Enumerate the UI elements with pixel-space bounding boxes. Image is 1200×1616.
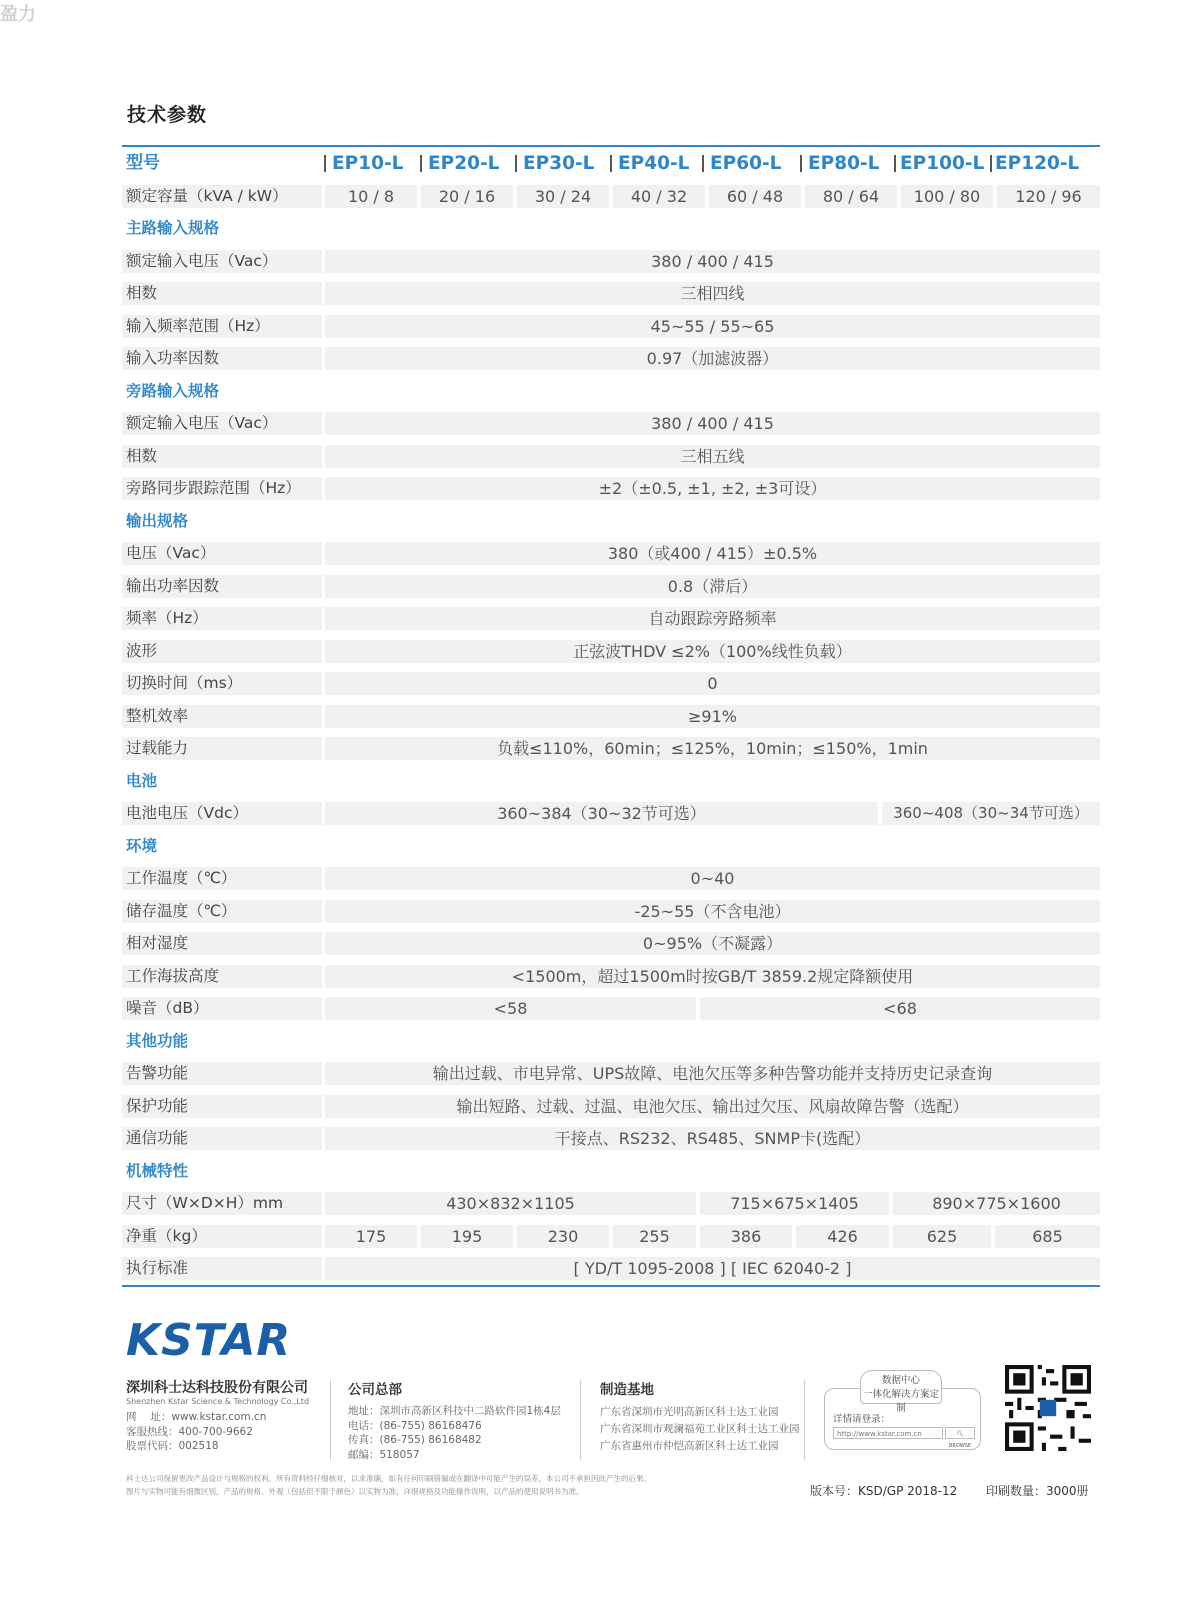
company-name: 深圳科士达科技股份有限公司 [126,1380,308,1396]
hq-address: 地址：深圳市高新区科技中二路软件园1栋4层 [348,1405,561,1417]
section-title: 其他功能 [126,1031,189,1050]
row-label: 切换时间（ms） [122,672,322,695]
row-label: 旁路同步跟踪范围（Hz） [122,477,322,500]
row-label: 输出功率因数 [122,575,322,598]
spec-row [122,895,1100,928]
model-name: EP100-L [900,153,985,174]
section-header [122,830,1100,863]
divider [330,1380,331,1460]
header-separator [990,155,992,172]
section-title: 主路输入规格 [126,219,220,237]
model-name: EP30-L [523,153,595,174]
spec-row [122,310,1100,343]
row-label: 告警功能 [122,1062,322,1085]
spec-row [122,277,1100,310]
weight-value: 426 [796,1225,889,1248]
row-label: 工作海拔高度 [122,965,322,988]
spec-row [122,732,1100,765]
row-label: 输入频率范围（Hz） [122,315,322,338]
row-label: 额定容量（kVA / kW） [122,185,322,208]
hotline-text: 客服热线：400-700-9662 [126,1425,253,1438]
row-label: 通信功能 [122,1127,322,1150]
capacity-value: 120 / 96 [997,185,1100,208]
factory-address: 广东省惠州市仲恺高新区科士达工业园 [600,1440,779,1452]
hq-title: 公司总部 [348,1382,402,1398]
watermark: 盈力 [0,4,36,25]
website-text: 网 址：www.kstar.com.cn [126,1411,267,1423]
section-header [122,212,1100,245]
model-name: EP120-L [995,153,1080,174]
spec-row [122,1057,1100,1090]
spec-row [122,1122,1100,1155]
spec-row [122,927,1100,960]
spec-row [122,1220,1100,1253]
section-header [122,375,1100,408]
row-value: 三相五线 [325,445,1100,468]
header-separator [515,155,517,172]
version-text: 版本号：KSD/GP 2018-12 [810,1484,958,1498]
capacity-value: 100 / 80 [901,185,993,208]
spec-row [122,472,1100,505]
row-value: 输出过载、市电异常、UPS故障、电池欠压等多种告警功能并支持历史记录查询 [325,1062,1100,1085]
battery-value-small: 360~384（30~32节可选） [325,802,878,825]
row-value: 三相四线 [325,282,1100,305]
factory-block [600,1378,800,1455]
spec-row [122,862,1100,895]
row-label: 相数 [122,282,322,305]
row-value: 输出短路、过载、过温、电池欠压、输出过欠压、风扇故障告警（选配） [325,1095,1100,1118]
weight-value: 386 [700,1225,792,1248]
row-value: 0~95%（不凝露） [325,932,1100,955]
row-value: <1500m，超过1500m时按GB/T 3859.2规定降额使用 [325,965,1100,988]
hq-zip: 邮编：518057 [348,1448,420,1461]
section-header [122,1155,1100,1188]
spec-row [122,1252,1100,1285]
capacity-value: 30 / 24 [517,185,609,208]
spec-row [122,342,1100,375]
hq-fax: 传真：(86-755) 86168482 [348,1434,482,1446]
spec-row [122,635,1100,668]
stock-code-text: 股票代码：002518 [126,1440,219,1452]
qr-code-icon [1005,1365,1091,1451]
row-value: 0.97（加滤波器） [325,347,1100,370]
spec-row [122,407,1100,440]
factory-title: 制造基地 [600,1382,654,1398]
row-value: 45~55 / 55~65 [325,315,1100,338]
row-value: 0 [325,672,1100,695]
header-separator [894,155,896,172]
row-label: 噪音（dB） [122,997,322,1020]
row-value: ±2（±0.5, ±1, ±2, ±3可设） [325,477,1100,500]
print-quantity-text: 印刷数量：3000册 [986,1484,1089,1498]
row-value: 0~40 [325,867,1100,890]
disclaimer-line: 图片与实物可能有细微区别，产品的规格、外观（包括但不限于颜色）以实物为准，详细规格及功能操作说明，以产品的使用说明书为准。 [126,1487,584,1496]
row-label: 额定输入电压（Vac） [122,250,322,273]
size-value: 715×675×1405 [700,1192,889,1215]
row-label: 执行标准 [122,1257,322,1280]
model-name: EP80-L [808,153,880,174]
weight-value: 625 [893,1225,991,1248]
row-value: 380 / 400 / 415 [325,412,1100,435]
noise-value-large: <68 [700,997,1100,1020]
capacity-row [122,180,1100,213]
spec-row [122,960,1100,993]
section-title: 环境 [126,836,158,855]
spec-row [122,797,1100,830]
row-value: -25~55（不含电池） [325,900,1100,923]
capacity-value: 20 / 16 [421,185,513,208]
row-value: 380（或400 / 415）±0.5% [325,542,1100,565]
headquarters-block [348,1378,561,1462]
spec-row [122,992,1100,1025]
disclaimer-line: 科士达公司保留更改产品设计与规格的权利。所有资料经仔细核对，以求准确，如有任何印刷错漏或在翻译中可能产生的误差，本公司不承担因此产生的后果。 [126,1474,651,1483]
factory-address: 广东省深圳市观澜福苑工业区科士达工业园 [600,1423,800,1435]
row-value: 0.8（滞后） [325,575,1100,598]
model-name: EP40-L [618,153,690,174]
row-value: ≥91% [325,705,1100,728]
capacity-value: 40 / 32 [613,185,705,208]
spec-row [122,700,1100,733]
browse-button[interactable] [945,1427,975,1449]
header-separator [702,155,704,172]
noise-value-small: <58 [325,997,696,1020]
row-label: 额定输入电压（Vac） [122,412,322,435]
model-header-row [122,147,1100,180]
size-value: 430×832×1105 [325,1192,696,1215]
row-value: 正弦波THDV ≤2%（100%线性负载） [325,640,1100,663]
row-value: [ YD/T 1095-2008 ] [ IEC 62040-2 ] [325,1257,1100,1280]
capacity-value: 80 / 64 [805,185,897,208]
spec-row [122,245,1100,278]
size-value: 890×775×1600 [893,1192,1100,1215]
spec-row [122,570,1100,603]
section-title: 机械特性 [126,1161,189,1180]
section-header [122,1025,1100,1058]
battery-value-large: 360~408（30~34节可选） [882,802,1100,825]
company-contact [126,1410,266,1454]
factory-address: 广东省深圳市光明高新区科士达工业园 [600,1406,779,1418]
model-label: 型号 [126,153,160,173]
row-value: 负载≤110%，60min；≤125%，10min；≤150%，1min [325,737,1100,760]
capacity-value: 60 / 48 [709,185,801,208]
spec-table [122,145,1100,1287]
spec-row [122,1090,1100,1123]
section-header [122,505,1100,538]
weight-value: 685 [995,1225,1100,1248]
row-value: 自动跟踪旁路频率 [325,607,1100,630]
section-title: 电池 [126,771,158,790]
header-separator [800,155,802,172]
data-center-title [860,1370,942,1414]
row-label: 过载能力 [122,737,322,760]
model-name: EP20-L [428,153,500,174]
section-header [122,765,1100,798]
hq-phone: 电话：(86-755) 86168476 [348,1419,482,1432]
row-label: 电压（Vac） [122,542,322,565]
row-label: 相数 [122,445,322,468]
row-value: 干接点、RS232、RS485、SNMP卡(选配） [325,1127,1100,1150]
divider [580,1380,581,1460]
weight-value: 195 [421,1225,513,1248]
model-name: EP10-L [332,153,404,174]
section-title: 输出规格 [126,511,189,530]
url-field[interactable]: http://www.kstar.com.cn [833,1427,943,1439]
row-label: 尺寸（W×D×H）mm [122,1192,322,1215]
divider [804,1380,805,1460]
spec-row [122,667,1100,700]
header-separator [420,155,422,172]
row-label: 相对湿度 [122,932,322,955]
disclaimer [126,1472,651,1498]
row-label: 整机效率 [122,705,322,728]
data-center-title-line1: 数据中心 [881,1375,920,1386]
capacity-value: 10 / 8 [325,185,417,208]
browse-label: BROWSE [948,1443,972,1449]
row-label: 保护功能 [122,1095,322,1118]
spec-row [122,440,1100,473]
company-english-name: Shenzhen Kstar Science & Technology Co.,Ltd [126,1397,310,1406]
model-name: EP60-L [710,153,782,174]
weight-value: 175 [325,1225,417,1248]
row-label: 储存温度（℃） [122,900,322,923]
header-separator [610,155,612,172]
weight-value: 230 [517,1225,609,1248]
row-label: 频率（Hz） [122,607,322,630]
section-title: 旁路输入规格 [126,381,220,400]
row-label: 净重（kg） [122,1225,322,1248]
data-center-title-line2: 一体化解决方案定制 [862,1389,939,1414]
weight-value: 255 [613,1225,696,1248]
row-label: 工作温度（℃） [122,867,322,890]
row-value: 380 / 400 / 415 [325,250,1100,273]
login-label: 详情请登录： [833,1414,891,1425]
row-label: 输入功率因数 [122,347,322,370]
row-label: 波形 [122,640,322,663]
page-title: 技术参数 [127,104,208,126]
kstar-logo: KSTAR [126,1315,292,1366]
spec-row [122,1187,1100,1220]
header-separator [324,155,326,172]
spec-row [122,537,1100,570]
row-label: 电池电压（Vdc） [122,802,322,825]
search-icon: 🔍︎ [956,1431,964,1437]
spec-row [122,602,1100,635]
